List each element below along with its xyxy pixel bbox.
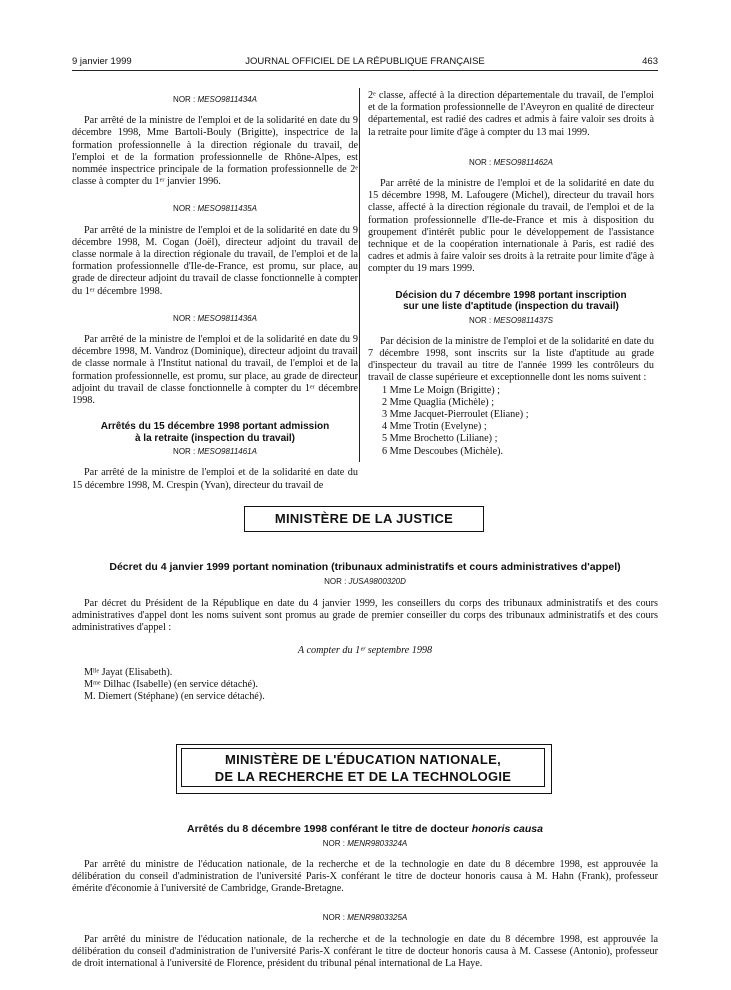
header-page-number: 463 bbox=[642, 56, 658, 67]
paragraph: Par arrêté de la ministre de l'emploi et de la solidarité en date du 9 décembre 1998, M. Cogan (Joël), directeur adjoint du travail de classe normale à la direction régionale du travail, de l'emploi et de la formation professionnelle d'Ile-de-France, est promu, sur place, au grade de directeur adjoint du travail de classe fonctionnelle à compter du 1ᵉʳ décembre 1998. bbox=[72, 224, 358, 297]
list-item: 5 Mme Brochetto (Liliane) ; bbox=[382, 433, 498, 445]
nor-reference bbox=[72, 912, 658, 924]
paragraph: Par arrêté de la ministre de l'emploi et de la solidarité en date du 9 décembre 1998, M. Vandroz (Dominique), directeur adjoint du travail de classe normale à l'Institut national du travail, de l'emploi et de la formation professionnelle, est promu, sur place, au grade de directeur adjoint du travail de classe fonctionnelle à compter du 1ᵉʳ décembre 1998. bbox=[72, 334, 358, 407]
nor-code: MESO9811434A bbox=[197, 95, 257, 104]
paragraph: Par arrêté de la ministre de l'emploi et de la solidarité en date du 9 décembre 1998, Mme Bartoli-Bouly (Brigitte), inspectrice de la formation professionnelle à la direction régionale du travail, de l'emploi et de la formation professionnelle de Rhône-Alpes, est nommée inspectrice principale de la formation professionnelle de 2ᵉ classe à compter du 1ᵉʳ janvier 1996. bbox=[72, 115, 358, 188]
header-rule bbox=[72, 70, 658, 71]
nor-reference: NOR : MESO9811436A bbox=[173, 313, 257, 323]
names-list bbox=[72, 667, 658, 704]
right-column bbox=[368, 90, 654, 458]
justice-section bbox=[72, 562, 658, 703]
nor-reference: NOR : MESO9811461A bbox=[173, 447, 257, 457]
paragraph: Par arrêté de la ministre de l'emploi et de la solidarité en date du 15 décembre 1998, M. Crespin (Yvan), directeur du travail de bbox=[72, 467, 358, 491]
nor-reference: NOR : MESO9811462A bbox=[469, 157, 553, 167]
nor-code: MESO9811437S bbox=[493, 315, 553, 325]
decree-title: Arrêtés du 8 décembre 1998 conférant le titre de docteur honoris causa bbox=[187, 823, 543, 835]
title-italic: honoris causa bbox=[471, 823, 543, 835]
paragraph: Par arrêté de la ministre de l'emploi et de la solidarité en date du 15 décembre 1998, M. Lafougere (Michel), directeur du travail hors classe, affecté à la direction régionale du travail, de l'emploi et de la formation professionnelle d'Ile-de-France et mis à disposition du groupement d'intérêt public pour le développement de l'assistance technique et de la coopération internationale à Paris, est radié des cadres et admis à faire valoir ses droits à la retraite pour limite d'âge à compter du 19 mars 1999. bbox=[368, 178, 654, 275]
aptitude-list bbox=[368, 385, 654, 458]
left-column bbox=[72, 94, 358, 492]
paragraph: 2ᵉ classe, affecté à la direction départementale du travail, de l'emploi et de la formation professionnelle de l'Aveyron en qualité de directeur départemental, est radié des cadres et admis à faire valoir ses droits à la retraite pour limite d'âge à compter du 13 mai 1999. bbox=[368, 90, 654, 138]
ministry-box-education bbox=[181, 748, 545, 787]
nor-code: MENR9803325A bbox=[347, 913, 408, 923]
decree-title: Décret du 4 janvier 1999 portant nomination (tribunaux administratifs et cours administratives d'appel) bbox=[109, 561, 621, 573]
ministry-name-line: MINISTÈRE DE L'ÉDUCATION NATIONALE, bbox=[225, 752, 501, 767]
nor-reference: NOR : MESO9811437S bbox=[469, 315, 553, 325]
list-item: 3 Mme Jacquet-Pierroulet (Eliane) ; bbox=[382, 409, 529, 421]
nor-code: MESO9811435A bbox=[197, 204, 257, 214]
nor-reference: NOR : JUSA9800320D bbox=[324, 576, 406, 586]
list-item: 1 Mme Le Moign (Brigitte) ; bbox=[382, 384, 500, 396]
section-title: sur une liste d'aptitude (inspection du travail) bbox=[403, 301, 619, 313]
list-item: 4 Mme Trotin (Evelyne) ; bbox=[382, 421, 487, 433]
nor-code: MESO9811436A bbox=[197, 313, 257, 323]
list-item: M. Diemert (Stéphane) (en service détaché). bbox=[84, 690, 265, 702]
list-item: Mˡˡᵉ Jayat (Elisabeth). bbox=[84, 666, 173, 678]
header-date: 9 janvier 1999 bbox=[72, 56, 132, 67]
nor-label: NOR : bbox=[322, 838, 345, 848]
paragraph: Par décision de la ministre de l'emploi et de la solidarité en date du 7 décembre 1998, sont inscrits sur la liste d'aptitude au grade d'inspecteur du travail au titre de l'année 1999 les contrôleurs du travail de classe supérieure et exceptionnelle dont les noms suivent : bbox=[368, 335, 654, 384]
section-title: à la retraite (inspection du travail) bbox=[134, 432, 296, 444]
nor-code: JUSA9800320D bbox=[348, 576, 406, 586]
page-header bbox=[72, 56, 658, 70]
nor-reference bbox=[72, 838, 658, 850]
nor-code: MENR9803324A bbox=[347, 838, 408, 848]
paragraph: Par arrêté du ministre de l'éducation nationale, de la recherche et de la technologie en date du 8 décembre 1998, est approuvée la délibération du conseil d'administration de l'université Paris-X conférant le titre de docteur honoris causa à M. Hahn (Frank), professeur émérite d'économie à l'université de Cambridge, Grande-Bretagne. bbox=[72, 858, 658, 895]
ministry-box-justice: MINISTÈRE DE LA JUSTICE bbox=[244, 506, 484, 532]
paragraph: Par décret du Président de la République en date du 4 janvier 1999, les conseillers du corps des tribunaux administratifs et des cours administratives d'appel dont les noms suivent sont promus au grade de premier conseiller du corps des tribunaux administratifs et des cours administratives d'appel : bbox=[72, 597, 658, 634]
education-section bbox=[72, 824, 658, 970]
nor-reference: NOR : MESO9811435A bbox=[173, 204, 257, 214]
nor-reference: NOR : MESO9811434A bbox=[173, 95, 257, 104]
nor-code: MESO9811462A bbox=[493, 157, 553, 167]
nor-label: NOR : bbox=[322, 913, 345, 923]
list-item: 6 Mme Descoubes (Michèle). bbox=[382, 445, 504, 457]
section-title: Décision du 7 décembre 1998 portant inscription bbox=[395, 289, 627, 301]
list-item: Mᵐᵉ Dilhac (Isabelle) (en service détaché). bbox=[84, 678, 258, 690]
nor-code: MESO9811461A bbox=[197, 447, 257, 457]
list-item: 2 Mme Quaglia (Michèle) ; bbox=[382, 396, 495, 408]
ministry-name-line: DE LA RECHERCHE ET DE LA TECHNOLOGIE bbox=[214, 769, 512, 784]
column-divider bbox=[359, 88, 360, 462]
section-title: Arrêtés du 15 décembre 1998 portant admission bbox=[100, 421, 330, 433]
header-journal-title: JOURNAL OFFICIEL DE LA RÉPUBLIQUE FRANÇAISE bbox=[245, 56, 485, 67]
paragraph: Par arrêté du ministre de l'éducation nationale, de la recherche et de la technologie en date du 8 décembre 1998, est approuvée la délibération du conseil d'administration de l'université Paris-X conférant le titre de docteur honoris causa à M. Cassese (Antonio), professeur de droit international à l'université de Florence, président du tribunal pénal international de La Haye. bbox=[72, 933, 658, 969]
effective-date: A compter du 1ᵉʳ septembre 1998 bbox=[297, 645, 433, 657]
